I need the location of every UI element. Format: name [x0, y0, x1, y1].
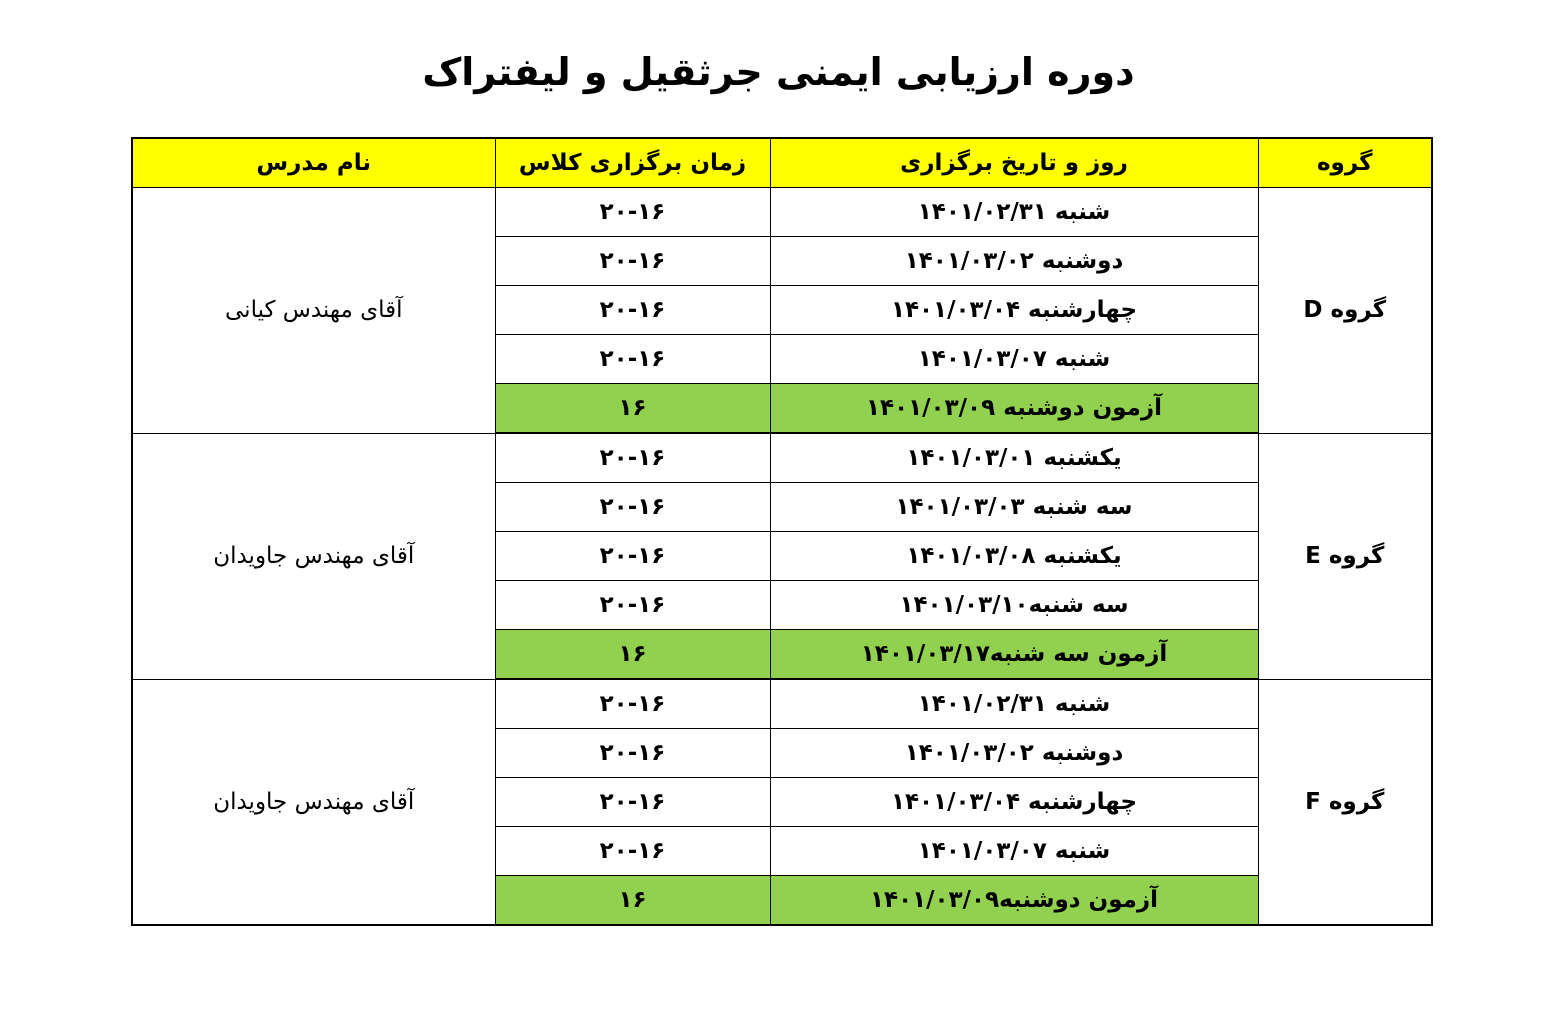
exam-date-cell: آزمون دوشنبه۱۴۰۱/۰۳/۰۹ [770, 876, 1258, 926]
instructor-cell: آقای مهندس جاویدان [132, 679, 495, 925]
session-row [132, 679, 1432, 729]
session-date-cell: دوشنبه ۱۴۰۱/۰۳/۰۲ [770, 237, 1258, 286]
session-time-cell: ۲۰-۱۶ [495, 286, 770, 335]
header-row [132, 138, 1432, 188]
group-name-cell: گروه D [1258, 188, 1432, 434]
session-date-cell: یکشنبه ۱۴۰۱/۰۳/۰۱ [770, 433, 1258, 483]
session-date-cell: یکشنبه ۱۴۰۱/۰۳/۰۸ [770, 532, 1258, 581]
session-date-cell: شنبه ۱۴۰۱/۰۲/۳۱ [770, 679, 1258, 729]
session-time-cell: ۲۰-۱۶ [495, 433, 770, 483]
schedule-body [132, 188, 1432, 926]
instructor-cell: آقای مهندس جاویدان [132, 433, 495, 679]
session-date-cell: شنبه ۱۴۰۱/۰۳/۰۷ [770, 335, 1258, 384]
session-time-cell: ۲۰-۱۶ [495, 827, 770, 876]
header-date: روز و تاریخ برگزاری [770, 138, 1258, 188]
session-date-cell: شنبه ۱۴۰۱/۰۲/۳۱ [770, 188, 1258, 237]
session-time-cell: ۲۰-۱۶ [495, 483, 770, 532]
instructor-cell: آقای مهندس کیانی [132, 188, 495, 434]
session-time-cell: ۲۰-۱۶ [495, 679, 770, 729]
exam-time-cell: ۱۶ [495, 876, 770, 926]
header-group: گروه [1258, 138, 1432, 188]
session-time-cell: ۲۰-۱۶ [495, 729, 770, 778]
session-row [132, 433, 1432, 483]
page-title: دوره ارزیابی ایمنی جرثقیل و لیفتراک [422, 50, 1135, 94]
session-time-cell: ۲۰-۱۶ [495, 778, 770, 827]
session-date-cell: چهارشنبه ۱۴۰۱/۰۳/۰۴ [770, 286, 1258, 335]
session-time-cell: ۲۰-۱۶ [495, 335, 770, 384]
group-name-cell: گروه F [1258, 679, 1432, 925]
session-time-cell: ۲۰-۱۶ [495, 188, 770, 237]
exam-time-cell: ۱۶ [495, 630, 770, 680]
session-time-cell: ۲۰-۱۶ [495, 237, 770, 286]
session-date-cell: شنبه ۱۴۰۱/۰۳/۰۷ [770, 827, 1258, 876]
session-time-cell: ۲۰-۱۶ [495, 532, 770, 581]
session-date-cell: سه شنبه۱۴۰۱/۰۳/۱۰ [770, 581, 1258, 630]
group-name-cell: گروه E [1258, 433, 1432, 679]
session-date-cell: سه شنبه ۱۴۰۱/۰۳/۰۳ [770, 483, 1258, 532]
exam-date-cell: آزمون دوشنبه ۱۴۰۱/۰۳/۰۹ [770, 384, 1258, 434]
session-date-cell: دوشنبه ۱۴۰۱/۰۳/۰۲ [770, 729, 1258, 778]
exam-time-cell: ۱۶ [495, 384, 770, 434]
schedule-table [131, 137, 1433, 926]
session-row [132, 188, 1432, 237]
session-time-cell: ۲۰-۱۶ [495, 581, 770, 630]
session-date-cell: چهارشنبه ۱۴۰۱/۰۳/۰۴ [770, 778, 1258, 827]
header-instructor: نام مدرس [132, 138, 495, 188]
exam-date-cell: آزمون سه شنبه۱۴۰۱/۰۳/۱۷ [770, 630, 1258, 680]
header-time: زمان برگزاری کلاس [495, 138, 770, 188]
